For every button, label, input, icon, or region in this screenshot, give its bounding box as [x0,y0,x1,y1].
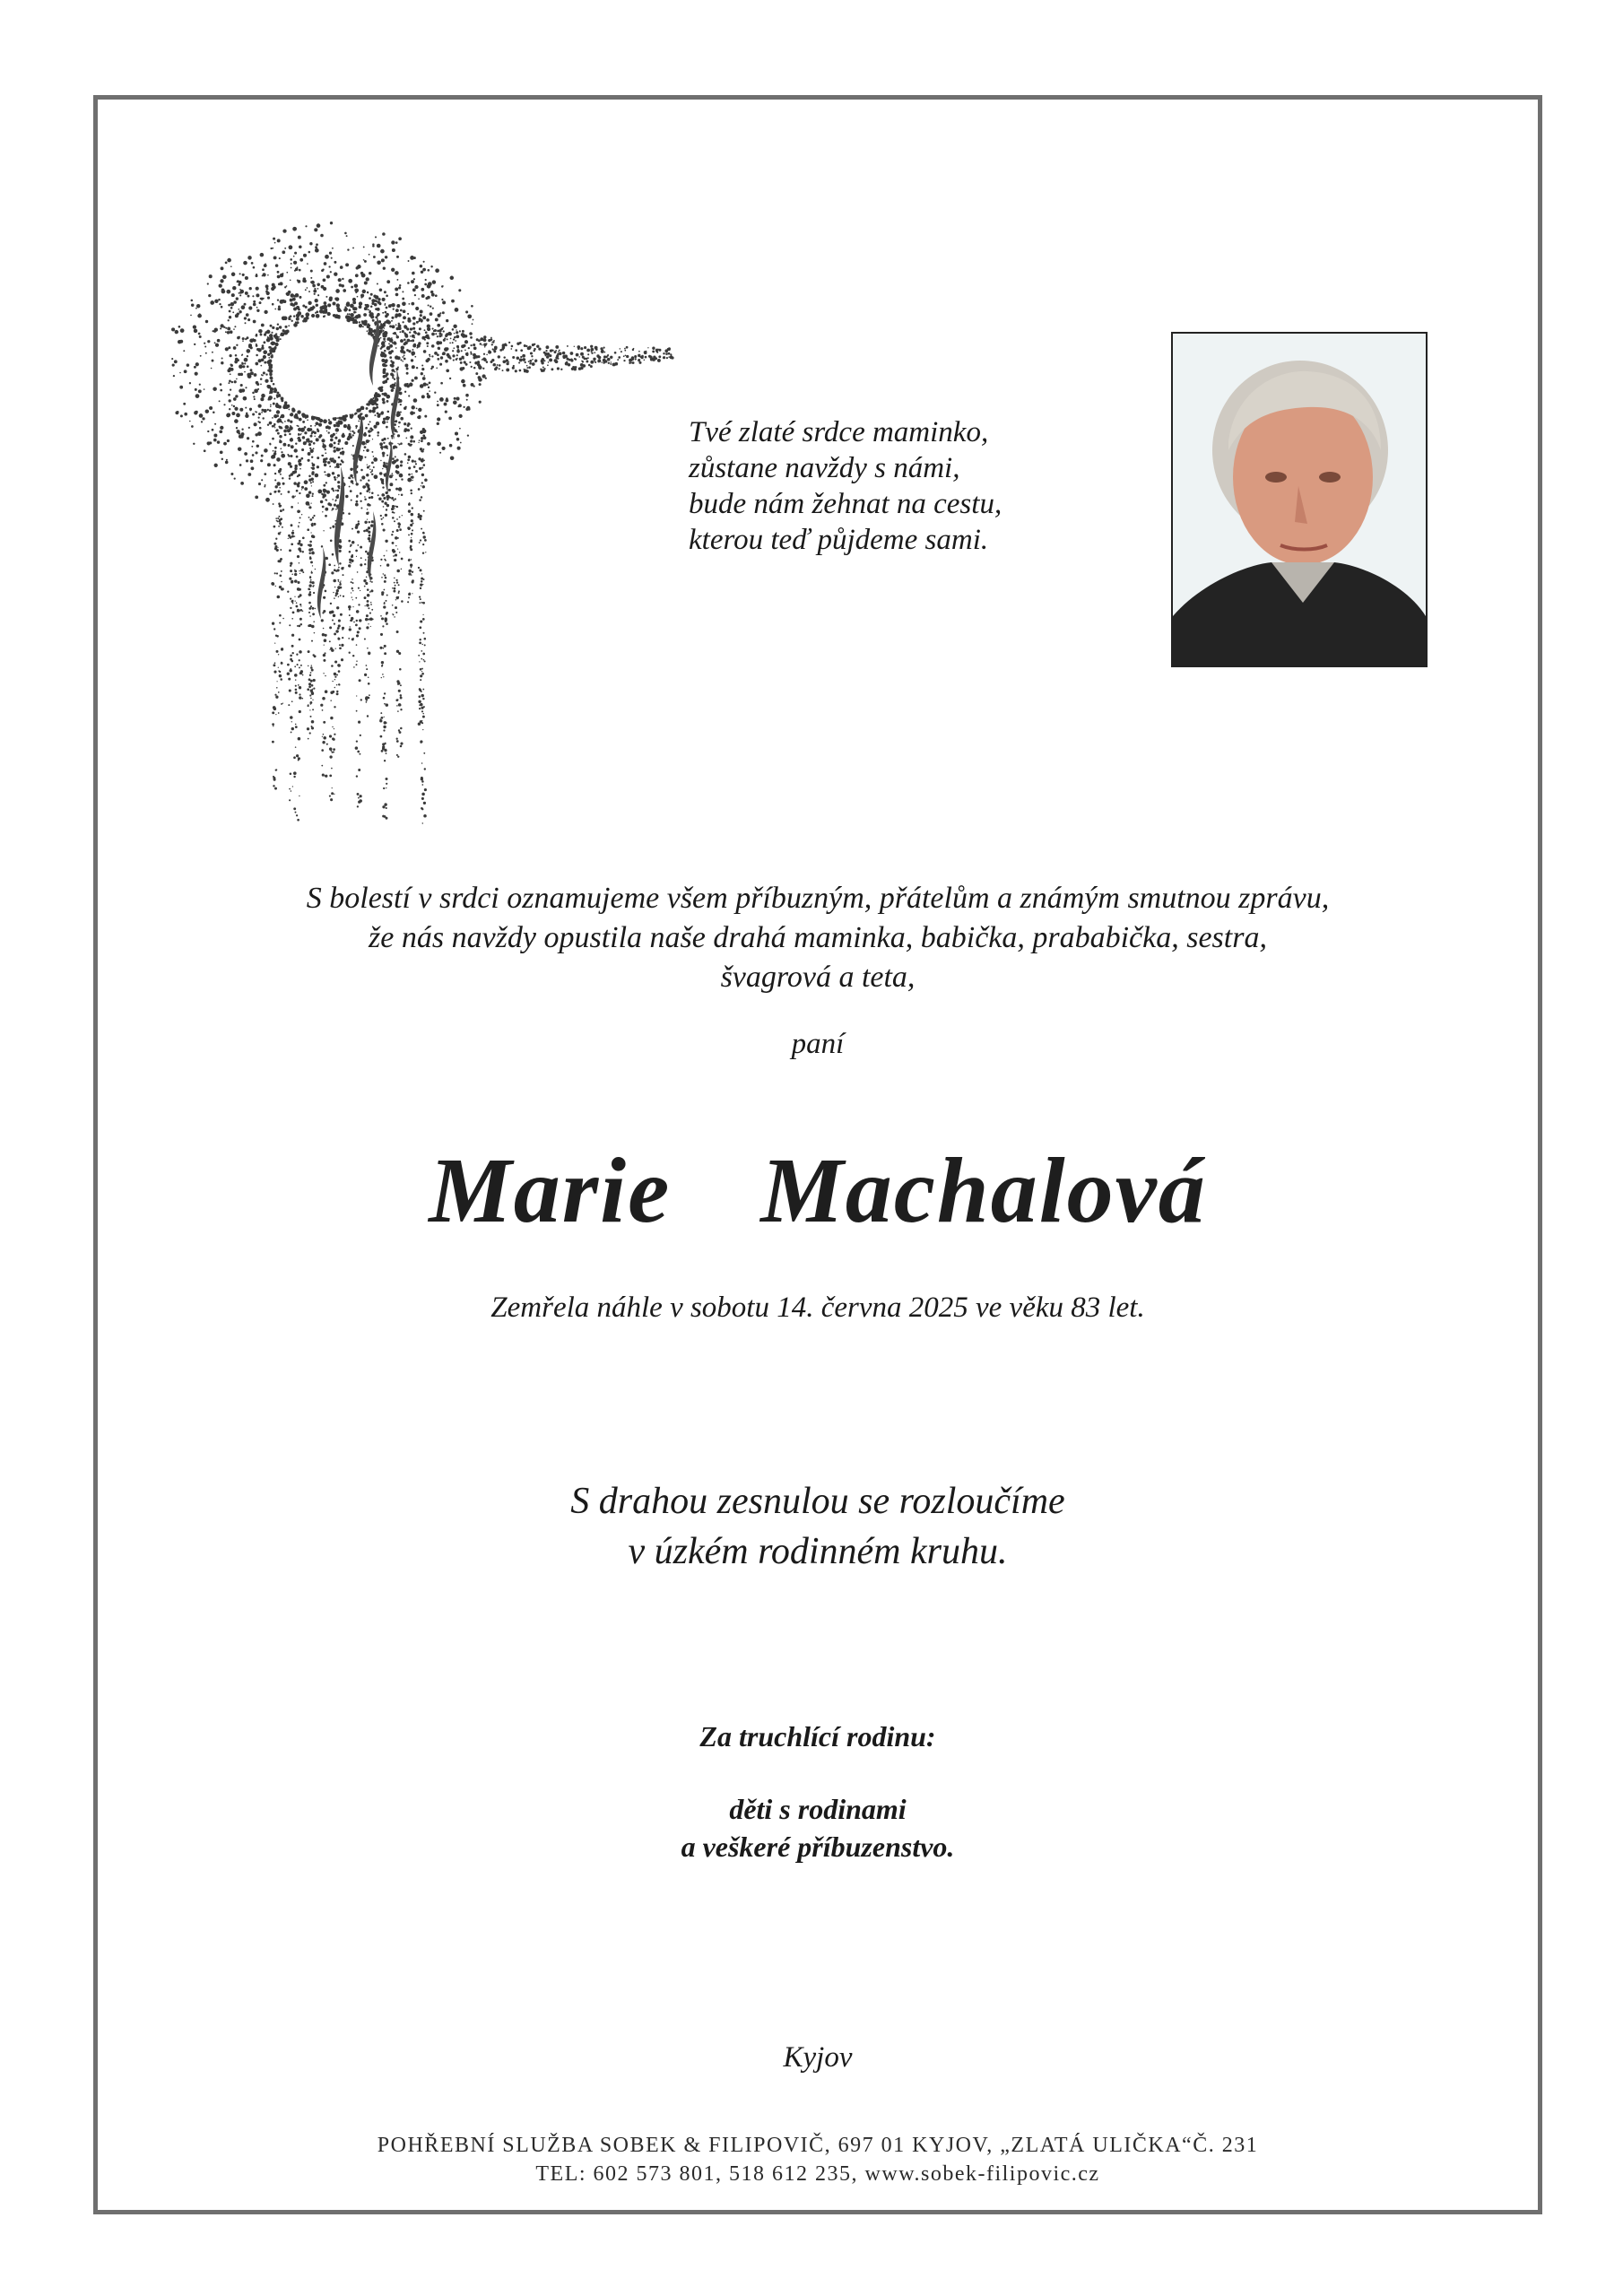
farewell-line: S drahou zesnulou se rozloučíme [570,1481,1065,1522]
verse-line: bude nám žehnat na cestu, [689,488,1002,520]
candle-flames-emblem-icon [170,215,690,825]
announcement-line: S bolestí v srdci oznamujeme všem příbuzným, přátelům a známým smutnou zprávu, [306,882,1330,915]
verse-line: zůstane navždy s námi, [689,452,960,484]
footer-contact: TEL: 602 573 801, 518 612 235, www.sobek-filipovic.cz [535,2162,1100,2186]
honorific-title: paní [791,1028,845,1060]
portrait-photo [1171,332,1428,667]
announcement-line: švagrová a teta, [720,961,916,994]
mourners-heading: Za truchlící rodinu: [699,1720,936,1752]
verse-line: Tvé zlaté srdce maminko, [689,416,989,448]
farewell-note [93,1476,1542,1577]
death-announcement [93,879,1542,997]
announcement-line: že nás navždy opustila naše drahá maminka, babička, prababička, sestra, [369,921,1267,954]
memorial-verse [689,414,1155,558]
mourners-line: a veškeré příbuzenstvo. [681,1831,955,1863]
mourners-list [93,1790,1542,1866]
death-date-line: Zemřela náhle v sobotu 14. června 2025 ve věku 83 let. [490,1292,1145,1324]
place-name: Kyjov [783,2041,853,2074]
deceased-name: Marie Machalová [429,1139,1207,1242]
footer-address: POHŘEBNÍ SLUŽBA SOBEK & FILIPOVIČ, 697 01 KYJOV, „ZLATÁ ULIČKA“Č. 231 [377,2134,1259,2157]
portrait-photo-icon [1173,334,1426,665]
funeral-service-footer [93,2131,1542,2188]
verse-line: kterou teď půjdeme sami. [689,524,989,556]
mourners-line: děti s rodinami [729,1793,907,1825]
farewell-line: v úzkém rodinném kruhu. [628,1531,1008,1572]
